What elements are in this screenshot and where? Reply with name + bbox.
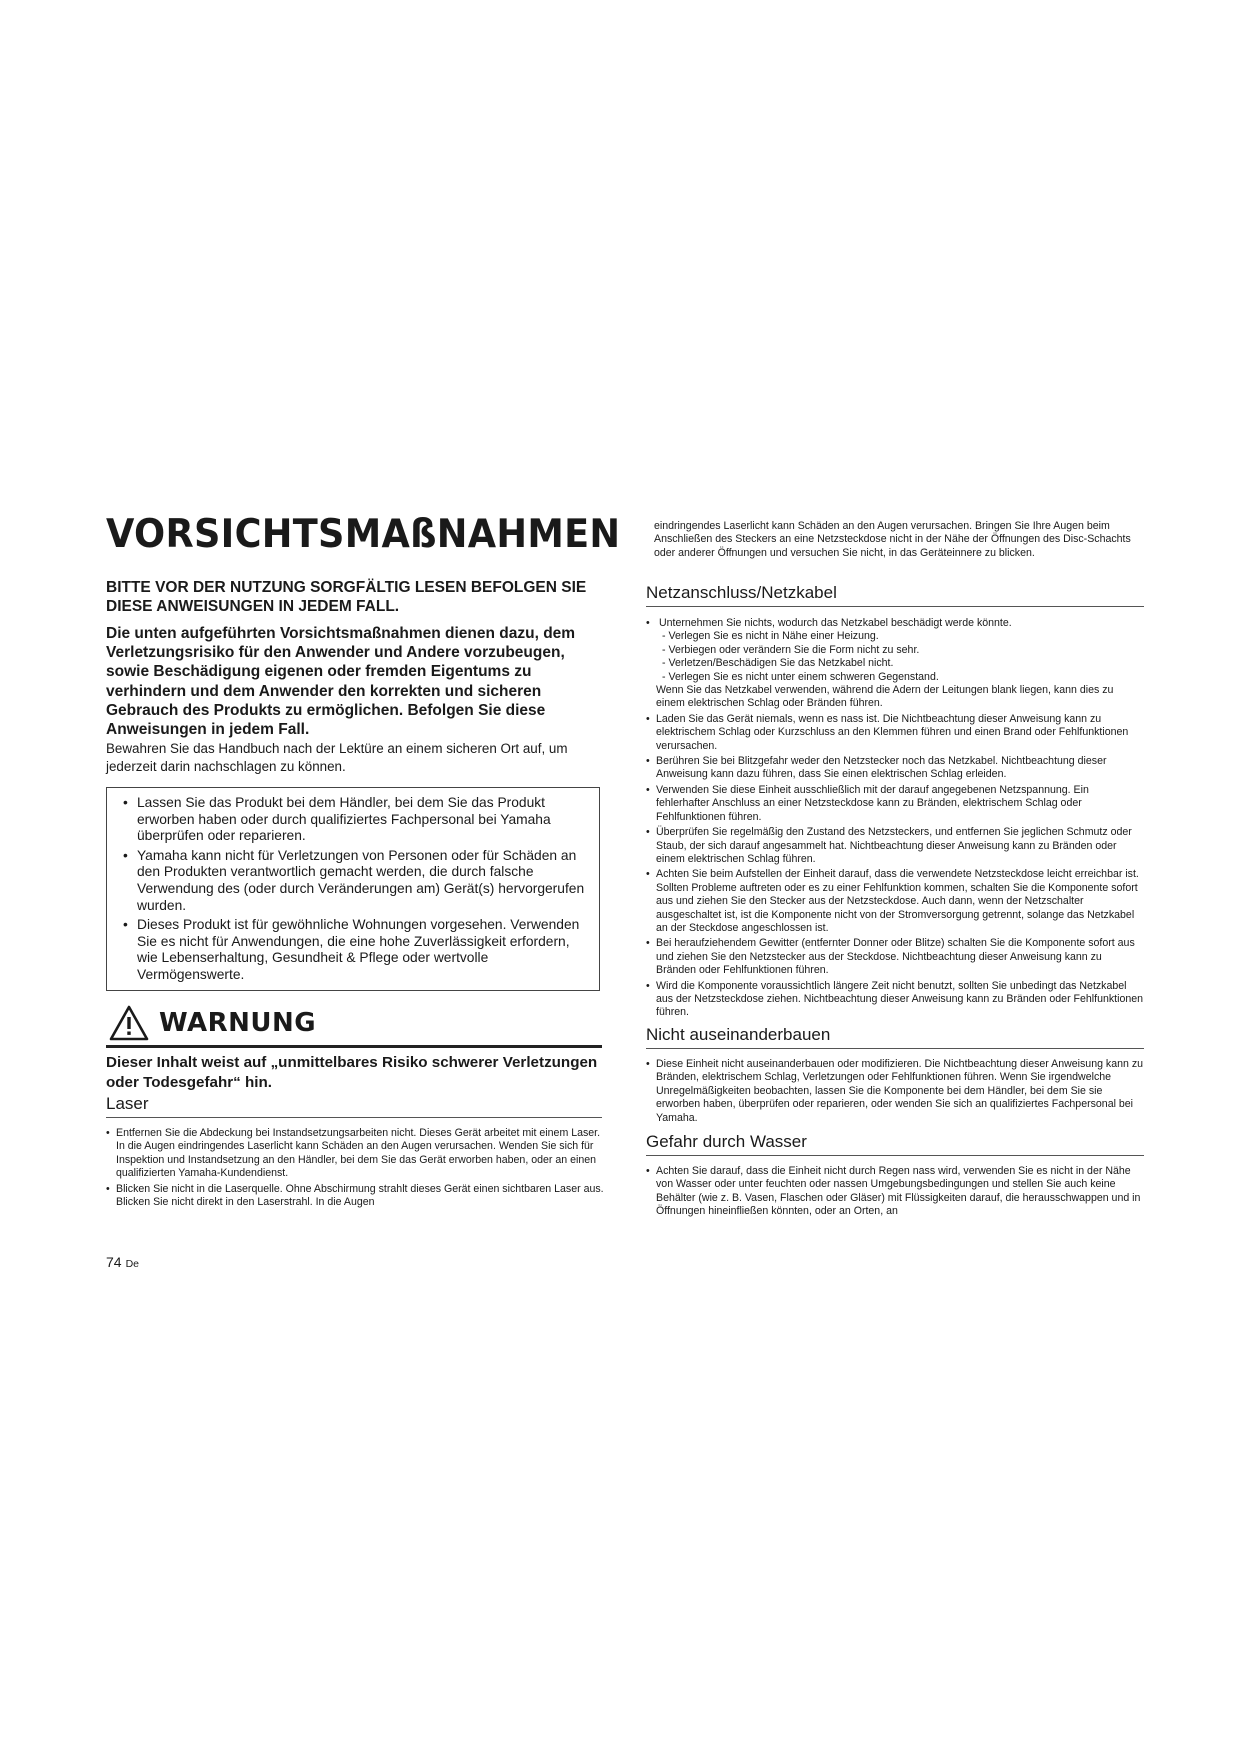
section-heading-netzanschluss: Netzanschluss/Netzkabel: [646, 582, 1144, 607]
list-item: • Bei heraufziehendem Gewitter (entfernter Donner oder Blitze) schalten Sie die Komponente sofort aus und ziehen Sie den Netzstecker aus der Steckdose. Nichtbeachtung dieser Anweisung kann zu Bränden oder Fehlfunktionen führen.: [646, 937, 1144, 977]
list-item: • Laden Sie das Gerät niemals, wenn es nass ist. Die Nichtbeachtung dieser Anweisung kann zu elektrischem Schlag oder Kurzschluss an den Klemmen führen und einen Brand oder Fehlfunktionen verursachen.: [646, 713, 1144, 753]
warning-label: WARNUNG: [159, 1008, 317, 1038]
netz-list: [646, 617, 1144, 1022]
section-heading-laser: Laser: [106, 1093, 602, 1118]
notice-item: • Yamaha kann nicht für Verletzungen von Personen oder für Schäden an den Produkten verantwortlich gemacht werden, die durch falsche Verwendung des (oder durch Veränderungen am) Gerät(s) hervorgerufen wurden.: [123, 848, 589, 914]
sub-item: - Verlegen Sie es nicht in Nähe einer Heizung.: [662, 630, 879, 643]
sub-item: - Verletzen/Beschädigen Sie das Netzkabel nicht.: [662, 657, 894, 670]
language-code: De: [125, 1258, 140, 1270]
warning-triangle-icon: [109, 1005, 149, 1041]
notice-list: [123, 795, 589, 984]
list-item: • Wird die Komponente voraussichtlich längere Zeit nicht benutzt, sollten Sie unbedingt das Netzkabel aus der Netzsteckdose ziehen. Nichtbeachtung dieser Anweisung kann zu Bränden oder Fehlfunktionen führen.: [646, 980, 1144, 1020]
laser-continuation: eindringendes Laserlicht kann Schäden an den Augen verursachen. Bringen Sie Ihre Augen beim Anschließen des Steckers an eine Netzsteckdose nicht in der Nähe der Öffnungen des Disc-Schachts oder anderer Öffnungen und versuchen Sie nicht, in das Geräteinnere zu blicken.: [654, 520, 1131, 559]
page-number: [106, 1254, 139, 1270]
warning-text: Dieser Inhalt weist auf „unmittelbares Risiko schwerer Verletzungen oder Todesgefahr“ hin.: [106, 1054, 598, 1091]
intro-bold: Die unten aufgeführten Vorsichtsmaßnahmen dienen dazu, dem Verletzungsrisiko für den Anwender und Andere vorzubeugen, sowie Beschädigung eigenen oder fremden Eigentums zu verhindern und dem Anwender den korrekten und sicheren Gebrauch des Produkts zu ermöglichen. Befolgen Sie diese Anweisungen in jedem Fall.: [106, 625, 576, 739]
sub-item: - Verlegen Sie es nicht unter einem schweren Gegenstand.: [662, 670, 939, 683]
list-item: • Achten Sie darauf, dass die Einheit nicht durch Regen nass wird, verwenden Sie es nicht in der Nähe von Wasser oder unter feuchten oder nassen Umgebungsbedingungen und stellen Sie auch keine Behälter (wie z. B. Vasen, Flaschen oder Gläser) mit Flüssigkeiten darauf, die herausschwappen und in Öffnungen hineinfließen könnten, oder an Orten, an: [646, 1165, 1144, 1219]
page-number-value: 74: [106, 1254, 122, 1270]
notice-item: • Lassen Sie das Produkt bei dem Händler, bei dem Sie das Produkt erworben haben oder durch qualifiziertes Fachpersonal bei Yamaha überprüfen oder reparieren.: [123, 795, 589, 845]
list-item: [646, 617, 1144, 711]
notice-item: • Dieses Produkt ist für gewöhnliche Wohnungen vorgesehen. Verwenden Sie es nicht für Anwendungen, die eine hohe Zuverlässigkeit erfordern, wie Lebenserhaltung, Gesundheit & Pflege oder wertvolle Vermögenswerte.: [123, 917, 589, 983]
list-item: • Achten Sie beim Aufstellen der Einheit darauf, dass die verwendete Netzsteckdose leicht erreichbar ist. Sollten Probleme auftreten oder es zu einer Fehlfunktion kommen, schalten Sie die Komponente sofort aus und ziehen Sie den Stecker aus der Netzsteckdose. Auch dann, wenn der Netzschalter ausgeschaltet ist, ist die Komponente nicht von der Stromversorgung getrennt, solange das Netzkabel an der Steckdose angeschlossen ist.: [646, 868, 1144, 935]
wasser-list: [646, 1165, 1144, 1221]
nicht-list: [646, 1058, 1144, 1127]
list-item: • Berühren Sie bei Blitzgefahr weder den Netzstecker noch das Netzkabel. Nichtbeachtung dieser Anweisung kann dazu führen, dass Sie einen elektrischen Schlag erleiden.: [646, 755, 1144, 782]
section-heading-wasser: Gefahr durch Wasser: [646, 1131, 1144, 1156]
list-item-text: Unternehmen Sie nichts, wodurch das Netzkabel beschädigt werde könnte.: [658, 617, 1012, 629]
notice-box: [106, 787, 600, 991]
sub-item: - Verbiegen oder verändern Sie die Form nicht zu sehr.: [662, 643, 920, 656]
sub-note: Wenn Sie das Netzkabel verwenden, während die Adern der Leitungen blank liegen, kann dies zu einem elektrischen Schlag oder Bränden führen.: [656, 684, 1114, 710]
intro-normal: Bewahren Sie das Handbuch nach der Lektüre an einem sicheren Ort auf, um jederzeit darin nachschlagen zu können.: [106, 741, 568, 774]
list-item: • Verwenden Sie diese Einheit ausschließlich mit der darauf angegebenen Netzspannung. Ein fehlerhafter Anschluss an einer Netzsteckdose kann zu Bränden, elektrischem Schlag oder Fehlfunktionen führen.: [646, 784, 1144, 824]
list-item: • Entfernen Sie die Abdeckung bei Instandsetzungsarbeiten nicht. Dieses Gerät arbeitet mit einem Laser. In die Augen eindringendes Laserlicht kann Schäden an den Augen verursachen. Wenden Sie sich für Inspektion und Instandsetzung an den Händler, bei dem Sie das Gerät erworben haben, oder an einen qualifizierten Yamaha-Kundendienst.: [106, 1127, 604, 1181]
warning-header: [106, 1005, 602, 1048]
laser-list: [106, 1127, 604, 1211]
section-heading-nicht-auseinanderbauen: Nicht auseinanderbauen: [646, 1024, 1144, 1049]
page-title: VORSICHTSMAßNAHMEN: [106, 512, 621, 557]
list-item: • Diese Einheit nicht auseinanderbauen oder modifizieren. Die Nichtbeachtung dieser Anweisung kann zu Bränden, elektrischem Schlag, Verletzungen oder Fehlfunktionen führen. Wenn Sie irgendwelche Unregelmäßigkeiten beobachten, lassen Sie die Komponente bei dem Händler, bei dem Sie sie erworben haben, überprüfen oder reparieren, oder wenden Sie sich an qualifiziertes Fachpersonal bei Yamaha.: [646, 1058, 1144, 1125]
list-item: • Überprüfen Sie regelmäßig den Zustand des Netzsteckers, und entfernen Sie jeglichen Schmutz oder Staub, der sich darauf angesammelt hat. Nichtbeachtung dieser Anweisung kann zu Bränden oder einem elektrischen Schlag führen.: [646, 826, 1144, 866]
intro-caps: BITTE VOR DER NUTZUNG SORGFÄLTIG LESEN BEFOLGEN SIE DIESE ANWEISUNGEN IN JEDEM FALL.: [106, 579, 587, 615]
list-item: • Blicken Sie nicht in die Laserquelle. Ohne Abschirmung strahlt dieses Gerät einen sichtbaren Laser aus. Blicken Sie nicht direkt in den Laserstrahl. In die Augen: [106, 1183, 604, 1210]
